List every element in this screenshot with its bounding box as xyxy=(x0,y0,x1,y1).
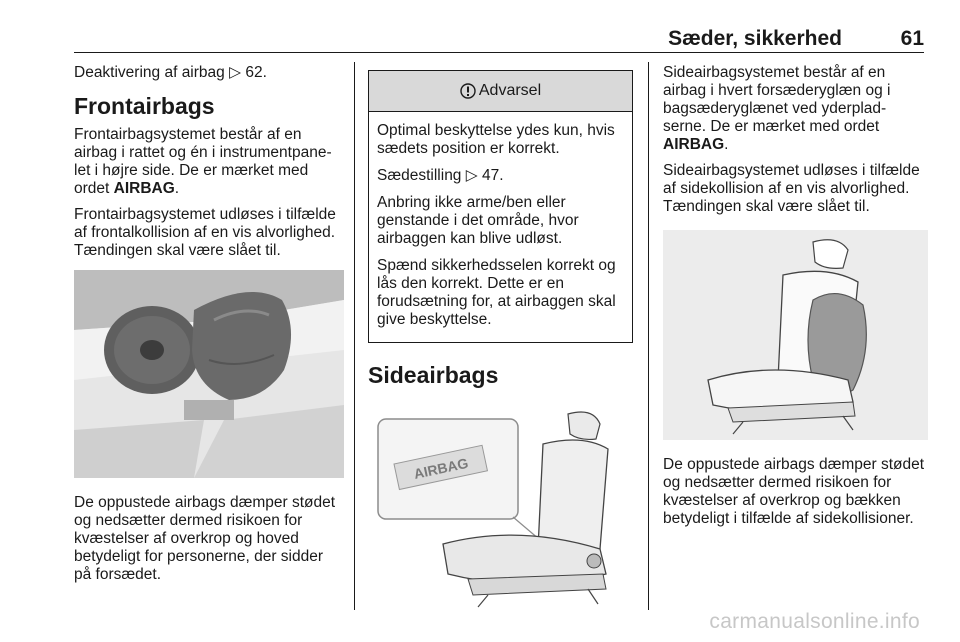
xref-text: Sædestilling xyxy=(377,167,462,184)
xref-page: 47. xyxy=(481,167,504,184)
section-heading-frontairbags: Frontairbags xyxy=(74,93,215,119)
warning-header xyxy=(369,71,632,112)
warning-box xyxy=(368,70,633,343)
side-airbag-deployed-figure xyxy=(663,230,928,440)
page-header-title: Sæder, sikkerhed xyxy=(668,27,842,50)
warning-body xyxy=(369,112,632,342)
warning-icon xyxy=(460,83,476,99)
xref-page: 62. xyxy=(245,64,267,81)
figure-caption: De oppustede airbags dæmper stødet og nedsætter dermed risikoen for kvæstelser af overkrop og bækken betydeligt i tilfælde af sidekollisioner. xyxy=(663,456,925,527)
xref-arrow-icon: ▷ xyxy=(229,64,242,81)
front-airbags-figure xyxy=(74,270,344,478)
xref-arrow-icon: ▷ xyxy=(465,167,478,184)
column-2 xyxy=(368,64,633,630)
warning-title: Advarsel xyxy=(478,82,542,99)
airbag-keyword: AIRBAG xyxy=(663,136,725,153)
figure-airbag-label: AIRBAG xyxy=(412,454,470,482)
paragraph-text: Sideairbagsystemet består af en airbag i hvert forsæderyglæn og i bagsæderyglænet ved yderplad-serne. De er mærket med ordet xyxy=(663,64,891,135)
side-airbag-seat-figure xyxy=(368,399,633,614)
paragraph-end: . xyxy=(174,180,180,197)
paragraph xyxy=(74,126,344,198)
xref-text: Deaktivering af airbag xyxy=(74,64,225,81)
paragraph-text: Frontairbagsystemet består af en airbag i rattet og én i instrumentpane-let i højre side. De er mærket med ordet xyxy=(74,126,332,197)
warning-paragraph: Anbring ikke arme/ben eller genstande i det område, hvor airbaggen kan blive udløst. xyxy=(377,194,579,247)
watermark: carmanualsonline.info xyxy=(709,610,920,633)
column-3 xyxy=(663,64,928,536)
page-number: 61 xyxy=(900,27,924,50)
section-heading-sideairbags: Sideairbags xyxy=(368,362,499,388)
paragraph-end: . xyxy=(724,136,729,153)
column-1 xyxy=(74,64,344,592)
paragraph: Frontairbagsystemet udløses i tilfælde af frontalkollision af en vis alvorlighed. Tændingen skal være slået til. xyxy=(74,206,336,259)
airbag-keyword: AIRBAG xyxy=(113,180,175,197)
header-rule xyxy=(74,52,924,53)
warning-cross-reference[interactable] xyxy=(377,167,624,185)
paragraph: Sideairbagsystemet udløses i tilfælde af sidekollision af en vis alvorlighed. Tændingen skal være slået til. xyxy=(663,162,920,215)
paragraph xyxy=(663,64,928,154)
figure-caption: De oppustede airbags dæmper stødet og nedsætter dermed risikoen for kvæstelser af overkrop og hoved betydeligt for personerne, der sidder på forsædet. xyxy=(74,494,336,583)
warning-paragraph: Spænd sikkerhedsselen korrekt og lås den korrekt. Dette er en forudsætning for, at airbaggen skal give beskyttelse. xyxy=(377,257,616,328)
column-divider-2 xyxy=(648,62,649,610)
warning-paragraph: Optimal beskyttelse ydes kun, hvis sædets position er korrekt. xyxy=(377,122,615,157)
cross-reference[interactable] xyxy=(74,64,344,82)
column-divider-1 xyxy=(354,62,355,610)
